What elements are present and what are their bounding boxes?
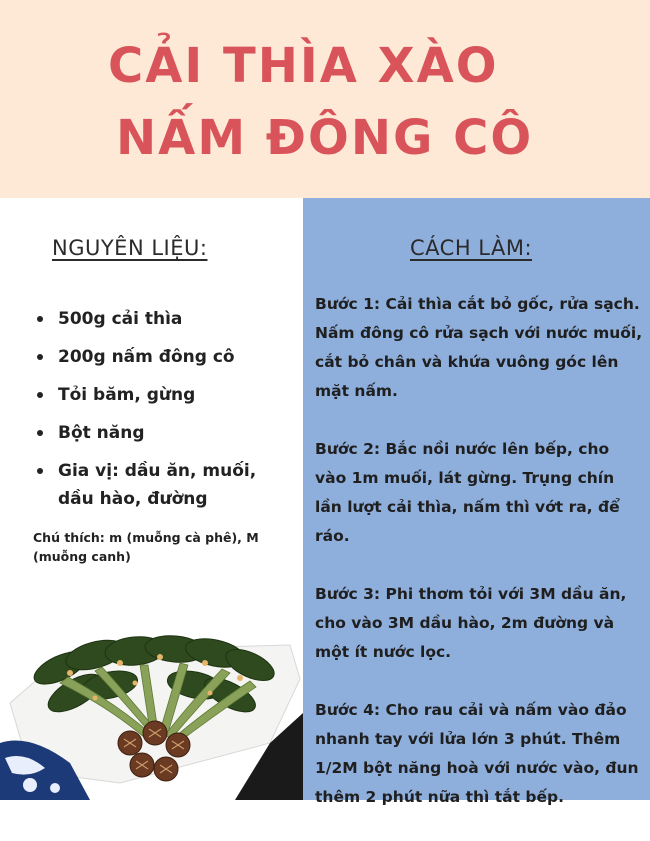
ingredient-text: Bột năng — [58, 423, 145, 443]
ingredient-text: Tỏi băm, gừng — [58, 385, 196, 405]
method-heading: CÁCH LÀM: — [410, 236, 533, 260]
ingredients-column — [0, 198, 303, 800]
ingredient-text: Gia vị: dầu ăn, muối, dầu hào, đường — [58, 461, 257, 509]
method-column — [303, 198, 650, 806]
recipe-title-line-2: NẤM ĐÔNG CÔ — [116, 110, 534, 166]
method-step: Bước 1: Cải thìa cắt bỏ gốc, rửa sạch. Nấm đông cô rửa sạch với nước muối, cắt bỏ chân và khứa vuông góc lên mặt nấm. — [315, 295, 643, 400]
bullet-icon — [37, 354, 43, 360]
ingredient-item — [33, 419, 295, 447]
ingredients-heading: NGUYÊN LIỆU: — [52, 236, 208, 260]
ingredients-list — [33, 305, 295, 523]
method-step: Bước 3: Phi thơm tỏi với 3M dầu ăn, cho vào 3M dầu hào, 2m đường và một ít nước lọc. — [315, 585, 627, 661]
bullet-icon — [37, 468, 43, 474]
method-step: Bước 4: Cho rau cải và nấm vào đảo nhanh tay với lửa lớn 3 phút. Thêm 1/2M bột năng hoà với nước vào, đun thêm 2 phút nữa thì tắt bếp. — [315, 701, 639, 806]
ingredient-item — [33, 457, 295, 513]
header-banner — [0, 0, 650, 198]
ingredient-item — [33, 343, 295, 371]
dish-photo — [0, 593, 303, 800]
method-steps — [315, 290, 645, 841]
recipe-title-line-1: CẢI THÌA XÀO — [108, 38, 499, 94]
method-step: Bước 2: Bắc nồi nước lên bếp, cho vào 1m muối, lát gừng. Trụng chín lần lượt cải thìa, nấm thì vớt ra, để ráo. — [315, 440, 620, 545]
bullet-icon — [37, 430, 43, 436]
bullet-icon — [37, 392, 43, 398]
ingredient-item — [33, 381, 295, 409]
ingredient-item — [33, 305, 295, 333]
bullet-icon — [37, 316, 43, 322]
ingredient-text: 200g nấm đông cô — [58, 347, 235, 367]
measurement-note: Chú thích: m (muỗng cà phê), M (muỗng canh) — [33, 530, 259, 564]
ingredient-text: 500g cải thìa — [58, 309, 183, 329]
